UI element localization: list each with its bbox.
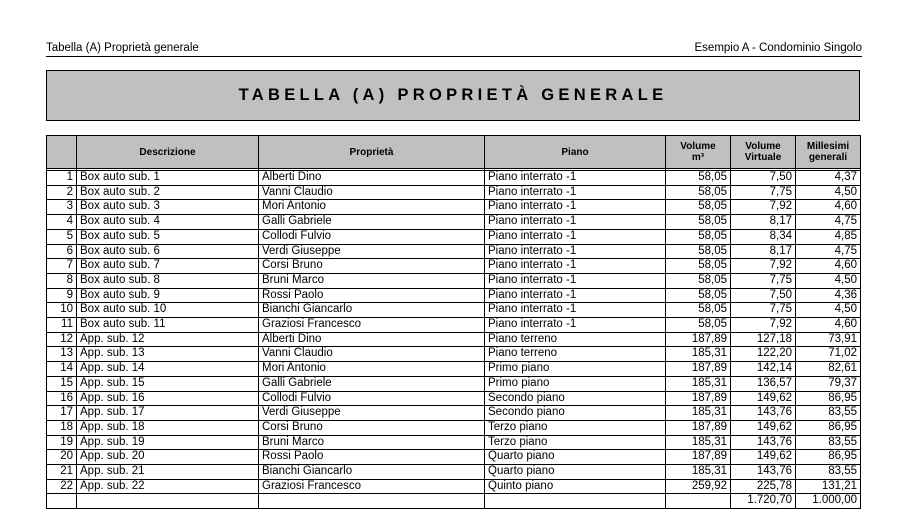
row-volume-virtuale: 7,75 <box>731 303 796 318</box>
col-volume-virtuale-header <box>731 136 796 169</box>
row-descrizione: Box auto sub. 11 <box>77 318 259 333</box>
table-row <box>47 273 861 288</box>
row-volume-virtuale: 142,14 <box>731 362 796 377</box>
total-volume-virtuale: 1.720,70 <box>731 494 796 509</box>
row-millesimi: 4,60 <box>796 259 861 274</box>
row-volume-virtuale: 149,62 <box>731 391 796 406</box>
row-proprieta: Verdi Giuseppe <box>259 406 485 421</box>
row-descrizione: Box auto sub. 2 <box>77 185 259 200</box>
row-proprieta: Galli Gabriele <box>259 376 485 391</box>
row-volume: 58,05 <box>666 229 731 244</box>
row-index: 13 <box>47 347 77 362</box>
row-millesimi: 79,37 <box>796 376 861 391</box>
totals-empty-cell <box>259 494 485 509</box>
row-volume: 58,05 <box>666 273 731 288</box>
row-descrizione: Box auto sub. 8 <box>77 273 259 288</box>
row-volume: 58,05 <box>666 215 731 230</box>
row-piano: Quarto piano <box>485 465 666 480</box>
row-millesimi: 86,95 <box>796 391 861 406</box>
header-right-title: Esempio A - Condominio Singolo <box>694 42 862 54</box>
row-volume-virtuale: 127,18 <box>731 332 796 347</box>
row-volume: 58,05 <box>666 185 731 200</box>
table-title-banner <box>46 70 860 121</box>
row-index: 10 <box>47 303 77 318</box>
row-piano: Piano interrato -1 <box>485 215 666 230</box>
row-millesimi: 73,91 <box>796 332 861 347</box>
totals-empty-cell <box>485 494 666 509</box>
row-piano: Secondo piano <box>485 406 666 421</box>
row-index: 5 <box>47 229 77 244</box>
row-piano: Piano interrato -1 <box>485 318 666 333</box>
row-millesimi: 4,50 <box>796 273 861 288</box>
row-descrizione: Box auto sub. 5 <box>77 229 259 244</box>
page-header <box>46 42 862 57</box>
table-row <box>47 229 861 244</box>
row-index: 3 <box>47 200 77 215</box>
row-piano: Piano terreno <box>485 332 666 347</box>
row-volume: 185,31 <box>666 376 731 391</box>
row-proprieta: Mori Antonio <box>259 362 485 377</box>
row-proprieta: Vanni Claudio <box>259 347 485 362</box>
row-descrizione: Box auto sub. 3 <box>77 200 259 215</box>
col-volume-label: Volume <box>680 141 716 152</box>
row-millesimi: 4,36 <box>796 288 861 303</box>
row-index: 2 <box>47 185 77 200</box>
row-index: 6 <box>47 244 77 259</box>
row-volume: 58,05 <box>666 244 731 259</box>
table-row <box>47 391 861 406</box>
row-millesimi: 4,75 <box>796 215 861 230</box>
table-row <box>47 362 861 377</box>
row-index: 7 <box>47 259 77 274</box>
row-volume-virtuale: 7,50 <box>731 171 796 186</box>
row-descrizione: App. sub. 19 <box>77 435 259 450</box>
col-volume-virtuale-label: Volume <box>745 141 781 152</box>
table-title: TABELLA (A) PROPRIETÀ GENERALE <box>238 86 668 104</box>
row-proprieta: Bruni Marco <box>259 273 485 288</box>
row-volume-virtuale: 149,62 <box>731 420 796 435</box>
table-row <box>47 332 861 347</box>
row-piano: Primo piano <box>485 376 666 391</box>
row-volume-virtuale: 143,76 <box>731 465 796 480</box>
row-piano: Piano interrato -1 <box>485 200 666 215</box>
row-millesimi: 4,37 <box>796 171 861 186</box>
row-volume-virtuale: 149,62 <box>731 450 796 465</box>
row-volume: 58,05 <box>666 318 731 333</box>
row-piano: Quinto piano <box>485 479 666 494</box>
row-proprieta: Galli Gabriele <box>259 215 485 230</box>
row-index: 11 <box>47 318 77 333</box>
row-millesimi: 4,60 <box>796 200 861 215</box>
row-piano: Quarto piano <box>485 450 666 465</box>
table-row <box>47 303 861 318</box>
row-volume: 259,92 <box>666 479 731 494</box>
row-index: 15 <box>47 376 77 391</box>
col-volume-unit: m³ <box>691 152 705 163</box>
row-proprieta: Graziosi Francesco <box>259 479 485 494</box>
col-piano-header: Piano <box>485 136 666 169</box>
row-descrizione: App. sub. 18 <box>77 420 259 435</box>
row-millesimi: 86,95 <box>796 420 861 435</box>
row-volume: 185,31 <box>666 406 731 421</box>
row-millesimi: 4,50 <box>796 303 861 318</box>
totals-row <box>47 494 861 509</box>
row-volume: 185,31 <box>666 465 731 480</box>
row-piano: Piano terreno <box>485 347 666 362</box>
row-proprieta: Collodi Fulvio <box>259 229 485 244</box>
row-volume-virtuale: 8,17 <box>731 244 796 259</box>
row-piano: Piano interrato -1 <box>485 303 666 318</box>
table-row <box>47 376 861 391</box>
table-row <box>47 200 861 215</box>
row-descrizione: Box auto sub. 4 <box>77 215 259 230</box>
row-index: 14 <box>47 362 77 377</box>
col-index-header <box>47 136 77 169</box>
row-descrizione: App. sub. 13 <box>77 347 259 362</box>
row-proprieta: Bruni Marco <box>259 435 485 450</box>
row-proprieta: Vanni Claudio <box>259 185 485 200</box>
row-piano: Piano interrato -1 <box>485 288 666 303</box>
col-proprieta-header: Proprietà <box>259 136 485 169</box>
row-index: 8 <box>47 273 77 288</box>
row-proprieta: Bianchi Giancarlo <box>259 303 485 318</box>
row-descrizione: App. sub. 12 <box>77 332 259 347</box>
row-index: 20 <box>47 450 77 465</box>
row-index: 17 <box>47 406 77 421</box>
row-volume-virtuale: 122,20 <box>731 347 796 362</box>
row-millesimi: 86,95 <box>796 450 861 465</box>
row-descrizione: App. sub. 20 <box>77 450 259 465</box>
table-row <box>47 406 861 421</box>
row-proprieta: Mori Antonio <box>259 200 485 215</box>
row-volume-virtuale: 7,50 <box>731 288 796 303</box>
row-proprieta: Corsi Bruno <box>259 420 485 435</box>
row-descrizione: App. sub. 17 <box>77 406 259 421</box>
row-proprieta: Bianchi Giancarlo <box>259 465 485 480</box>
col-volume-virtuale-label2: Virtuale <box>744 152 782 163</box>
row-volume: 187,89 <box>666 420 731 435</box>
table-row <box>47 479 861 494</box>
row-piano: Terzo piano <box>485 435 666 450</box>
row-index: 4 <box>47 215 77 230</box>
table-row <box>47 171 861 186</box>
row-volume-virtuale: 8,34 <box>731 229 796 244</box>
col-millesimi-label: Millesimi <box>806 141 850 152</box>
row-volume: 58,05 <box>666 171 731 186</box>
row-millesimi: 71,02 <box>796 347 861 362</box>
row-volume: 185,31 <box>666 347 731 362</box>
row-piano: Piano interrato -1 <box>485 244 666 259</box>
row-index: 19 <box>47 435 77 450</box>
table-row <box>47 215 861 230</box>
row-index: 21 <box>47 465 77 480</box>
row-millesimi: 83,55 <box>796 406 861 421</box>
totals-empty-cell <box>77 494 259 509</box>
row-proprieta: Alberti Dino <box>259 171 485 186</box>
row-descrizione: Box auto sub. 1 <box>77 171 259 186</box>
row-piano: Secondo piano <box>485 391 666 406</box>
table-row <box>47 185 861 200</box>
col-millesimi-label2: generali <box>808 152 848 163</box>
row-proprieta: Rossi Paolo <box>259 450 485 465</box>
table-row <box>47 347 861 362</box>
row-volume-virtuale: 7,92 <box>731 200 796 215</box>
row-volume-virtuale: 7,92 <box>731 259 796 274</box>
table-row <box>47 318 861 333</box>
row-proprieta: Alberti Dino <box>259 332 485 347</box>
row-descrizione: Box auto sub. 7 <box>77 259 259 274</box>
row-piano: Piano interrato -1 <box>485 259 666 274</box>
col-descrizione-header: Descrizione <box>77 136 259 169</box>
row-proprieta: Corsi Bruno <box>259 259 485 274</box>
row-volume-virtuale: 8,17 <box>731 215 796 230</box>
row-millesimi: 131,21 <box>796 479 861 494</box>
table-row <box>47 259 861 274</box>
row-piano: Terzo piano <box>485 420 666 435</box>
row-millesimi: 4,75 <box>796 244 861 259</box>
row-descrizione: App. sub. 16 <box>77 391 259 406</box>
table-row <box>47 465 861 480</box>
table-row <box>47 244 861 259</box>
row-descrizione: Box auto sub. 6 <box>77 244 259 259</box>
row-volume-virtuale: 143,76 <box>731 435 796 450</box>
row-volume: 58,05 <box>666 259 731 274</box>
table-row <box>47 288 861 303</box>
row-volume: 187,89 <box>666 391 731 406</box>
row-descrizione: Box auto sub. 10 <box>77 303 259 318</box>
row-volume-virtuale: 136,57 <box>731 376 796 391</box>
header-left-title: Tabella (A) Proprietà generale <box>46 42 199 54</box>
row-piano: Piano interrato -1 <box>485 185 666 200</box>
row-millesimi: 83,55 <box>796 435 861 450</box>
row-proprieta: Rossi Paolo <box>259 288 485 303</box>
total-millesimi: 1.000,00 <box>796 494 861 509</box>
row-proprieta: Verdi Giuseppe <box>259 244 485 259</box>
table-header-row <box>47 136 861 169</box>
row-proprieta: Graziosi Francesco <box>259 318 485 333</box>
row-volume: 187,89 <box>666 362 731 377</box>
row-descrizione: App. sub. 22 <box>77 479 259 494</box>
row-volume-virtuale: 7,75 <box>731 273 796 288</box>
row-index: 16 <box>47 391 77 406</box>
table-row <box>47 450 861 465</box>
row-millesimi: 4,50 <box>796 185 861 200</box>
row-millesimi: 83,55 <box>796 465 861 480</box>
totals-empty-cell <box>666 494 731 509</box>
row-piano: Primo piano <box>485 362 666 377</box>
col-volume-header <box>666 136 731 169</box>
row-millesimi: 4,85 <box>796 229 861 244</box>
row-volume: 185,31 <box>666 435 731 450</box>
row-descrizione: App. sub. 14 <box>77 362 259 377</box>
row-descrizione: Box auto sub. 9 <box>77 288 259 303</box>
row-volume: 58,05 <box>666 303 731 318</box>
property-table <box>46 135 861 509</box>
row-volume: 58,05 <box>666 288 731 303</box>
row-index: 22 <box>47 479 77 494</box>
totals-empty-cell <box>47 494 77 509</box>
row-volume-virtuale: 143,76 <box>731 406 796 421</box>
row-piano: Piano interrato -1 <box>485 171 666 186</box>
row-index: 1 <box>47 171 77 186</box>
row-descrizione: App. sub. 21 <box>77 465 259 480</box>
row-volume: 58,05 <box>666 200 731 215</box>
row-index: 9 <box>47 288 77 303</box>
row-descrizione: App. sub. 15 <box>77 376 259 391</box>
table-row <box>47 420 861 435</box>
row-volume-virtuale: 7,92 <box>731 318 796 333</box>
row-proprieta: Collodi Fulvio <box>259 391 485 406</box>
row-volume-virtuale: 7,75 <box>731 185 796 200</box>
row-volume-virtuale: 225,78 <box>731 479 796 494</box>
row-millesimi: 4,60 <box>796 318 861 333</box>
col-millesimi-header <box>796 136 861 169</box>
row-piano: Piano interrato -1 <box>485 229 666 244</box>
row-volume: 187,89 <box>666 332 731 347</box>
row-index: 18 <box>47 420 77 435</box>
row-index: 12 <box>47 332 77 347</box>
table-row <box>47 435 861 450</box>
row-piano: Piano interrato -1 <box>485 273 666 288</box>
row-millesimi: 82,61 <box>796 362 861 377</box>
row-volume: 187,89 <box>666 450 731 465</box>
